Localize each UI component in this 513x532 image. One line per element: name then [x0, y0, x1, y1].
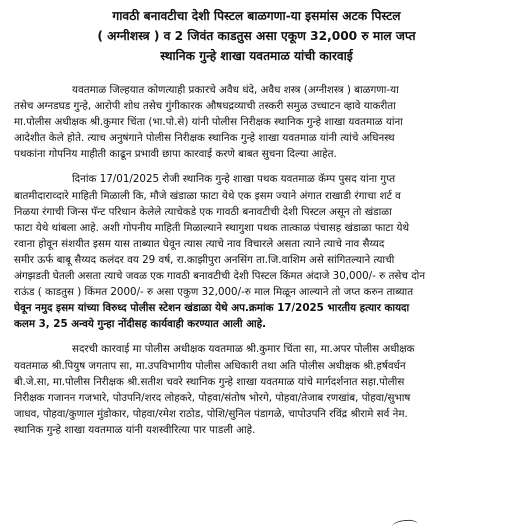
text-line: दिनांक 17/01/2025 रोजी स्थानिक गुन्हे शाखा पथक यवतमाळ कॅम्प पुसद यांना गुप्त [72, 173, 396, 186]
text-line: समीर ऊर्फ बाबू सैय्यद कलंदर वय 29 वर्ष, रा.काझीपुरा अनसिंग ता.जि.वाशिम असे सांगितल्याने त्याची [14, 253, 395, 266]
text-line: स्थानिक गुन्हे शाखा यवतमाळ यांनी यशस्वीरित्या पार पाडली आहे. [14, 423, 256, 436]
text-line: सदरची कारवाई मा पोलीस अधीक्षक यवतमाळ श्री.कुमार चिंता सा, मा.अपर पोलीस अधीक्षक [72, 343, 415, 356]
text-line: निरीक्षक गजानन गजभारे, पोउपनि/शरद लोहकरे, पोहवा/संतोष भोरगे, पोहवा/तेजाब रणखांब, पोहवा/सुभाष [14, 391, 411, 404]
signature-mark [391, 519, 418, 532]
text-line: पथकांना गोपनिय माहीती काढून प्रभावी छापा कारवाई करणे बाबत सुचना दिल्या आहेत. [14, 148, 337, 161]
article-body [14, 82, 499, 438]
text-line: अंगझडती घेतली असता त्याचे जवळ एक गावठी बनावटीची देशी पिस्टल किंमत अंदाजे 30,000/- रु तसेच दोन [14, 270, 426, 283]
text-line: मा.पोलीस अधीक्षक श्री.कुमार चिंता (भा.पो.से) यांनी पोलीस निरीक्षक स्थानिक गुन्हे शाखा यवतमाळ यांना [14, 116, 403, 129]
headline-line-3: स्थानिक गुन्हे शाखा यवतमाळ यांची कारवाई [160, 49, 353, 63]
headline-line-1: गावठी बनावटीचा देशी पिस्टल बाळगणा-या इसमांस अटक पिस्टल [112, 9, 401, 23]
text-line-emphasis: कलम 3, 25 अन्वये गुन्हा नोंदीसह कार्यवाही करण्यात आली आहे. [14, 318, 266, 331]
text-line: तसेच अग्नडघड गुन्हे, आरोपी शोध तसेच गुंगीकारक औषधद्रव्याची तस्करी समुळ उच्चाटन व्हावे याकरीता [14, 100, 396, 113]
text-line: फाटा येथे थांबला आहे. अशी गोपनीय माहिती मिळाल्याने स्थागुशा पथक तात्काळ पंचासह खंडाळा फाटा येथे [14, 221, 410, 234]
paragraph-incident [14, 171, 499, 332]
text-line: यवतमाळ जिल्हयात कोणत्याही प्रकारचे अवैध धंदे, अवैध शस्त्र (अग्नीशस्त्र ) बाळगणा-या [72, 84, 399, 96]
text-line: जाधव, पोहवा/कुणाल मुंडोकार, पोहवा/रमेश राठोड, पोशि/सुनिल पंडागळे, चापोउपनि रविंद्र श्रीरामे सर्व नेम. [14, 407, 408, 420]
text-line-emphasis: घेवून नमुद इसम यांच्या विरुध्द पोलीस स्टेशन खंडाळा येथे अप.क्रमांक 17/2025 भारतीय हत्यार कायदा [14, 302, 410, 315]
headline [14, 6, 499, 66]
text-line: यवतमाळ श्री.पियुष जगताप सा, मा.उपविभागीय पोलीस अधिकारी तथा अति पोलीस अधीक्षक श्री.हर्षवर्धन [14, 359, 406, 372]
text-line: आदेशीत केले होते. त्याच अनुषंगाने पोलीस निरीक्षक स्थानिक गुन्हे शाखा यवतमाळ यांनी त्यांचे अधिनस्थ [14, 132, 395, 145]
text-line: बी.जे.सा, मा.पोलीस निरीक्षक श्री.सतीश चवरे स्थानिक गुन्हे शाखा यवतमाळ यांचे मार्गदर्शनात सहा.पोलीस [14, 375, 405, 388]
text-line: राऊंड ( काडतुस ) किंमत 2000/- रु असा एकुण 32,000/-रु माल मिळून आल्याने तो जप्त करुन ताब्यात [14, 286, 414, 299]
headline-line-2: ( अग्नीशस्त्र ) व 2 जिवंत काडतुस असा एकूण 32,000 रु माल जप्त [97, 29, 416, 43]
paragraph-intro [14, 82, 499, 162]
text-line: निळया रंगाची जिन्स पॅन्ट परिधान केलेले त्याचेकडे एक गावठी बनावटीची देशी पिस्टल असून तो खंडाळा [14, 205, 392, 218]
text-line: बातमीदाराव्दारे माहिती मिळाली कि, मौजे खंडाळा फाटा येथे एक इसम ज्याने अंगात राखाडी रंगाचा शर्ट व [14, 189, 401, 202]
text-line: रवाना होवून संशयीत इसम यास ताब्यात घेवून त्यास त्याचे नाव विचारले असता त्याने त्याचे नाव सैय्यद [14, 237, 385, 250]
paragraph-credits [14, 341, 499, 438]
